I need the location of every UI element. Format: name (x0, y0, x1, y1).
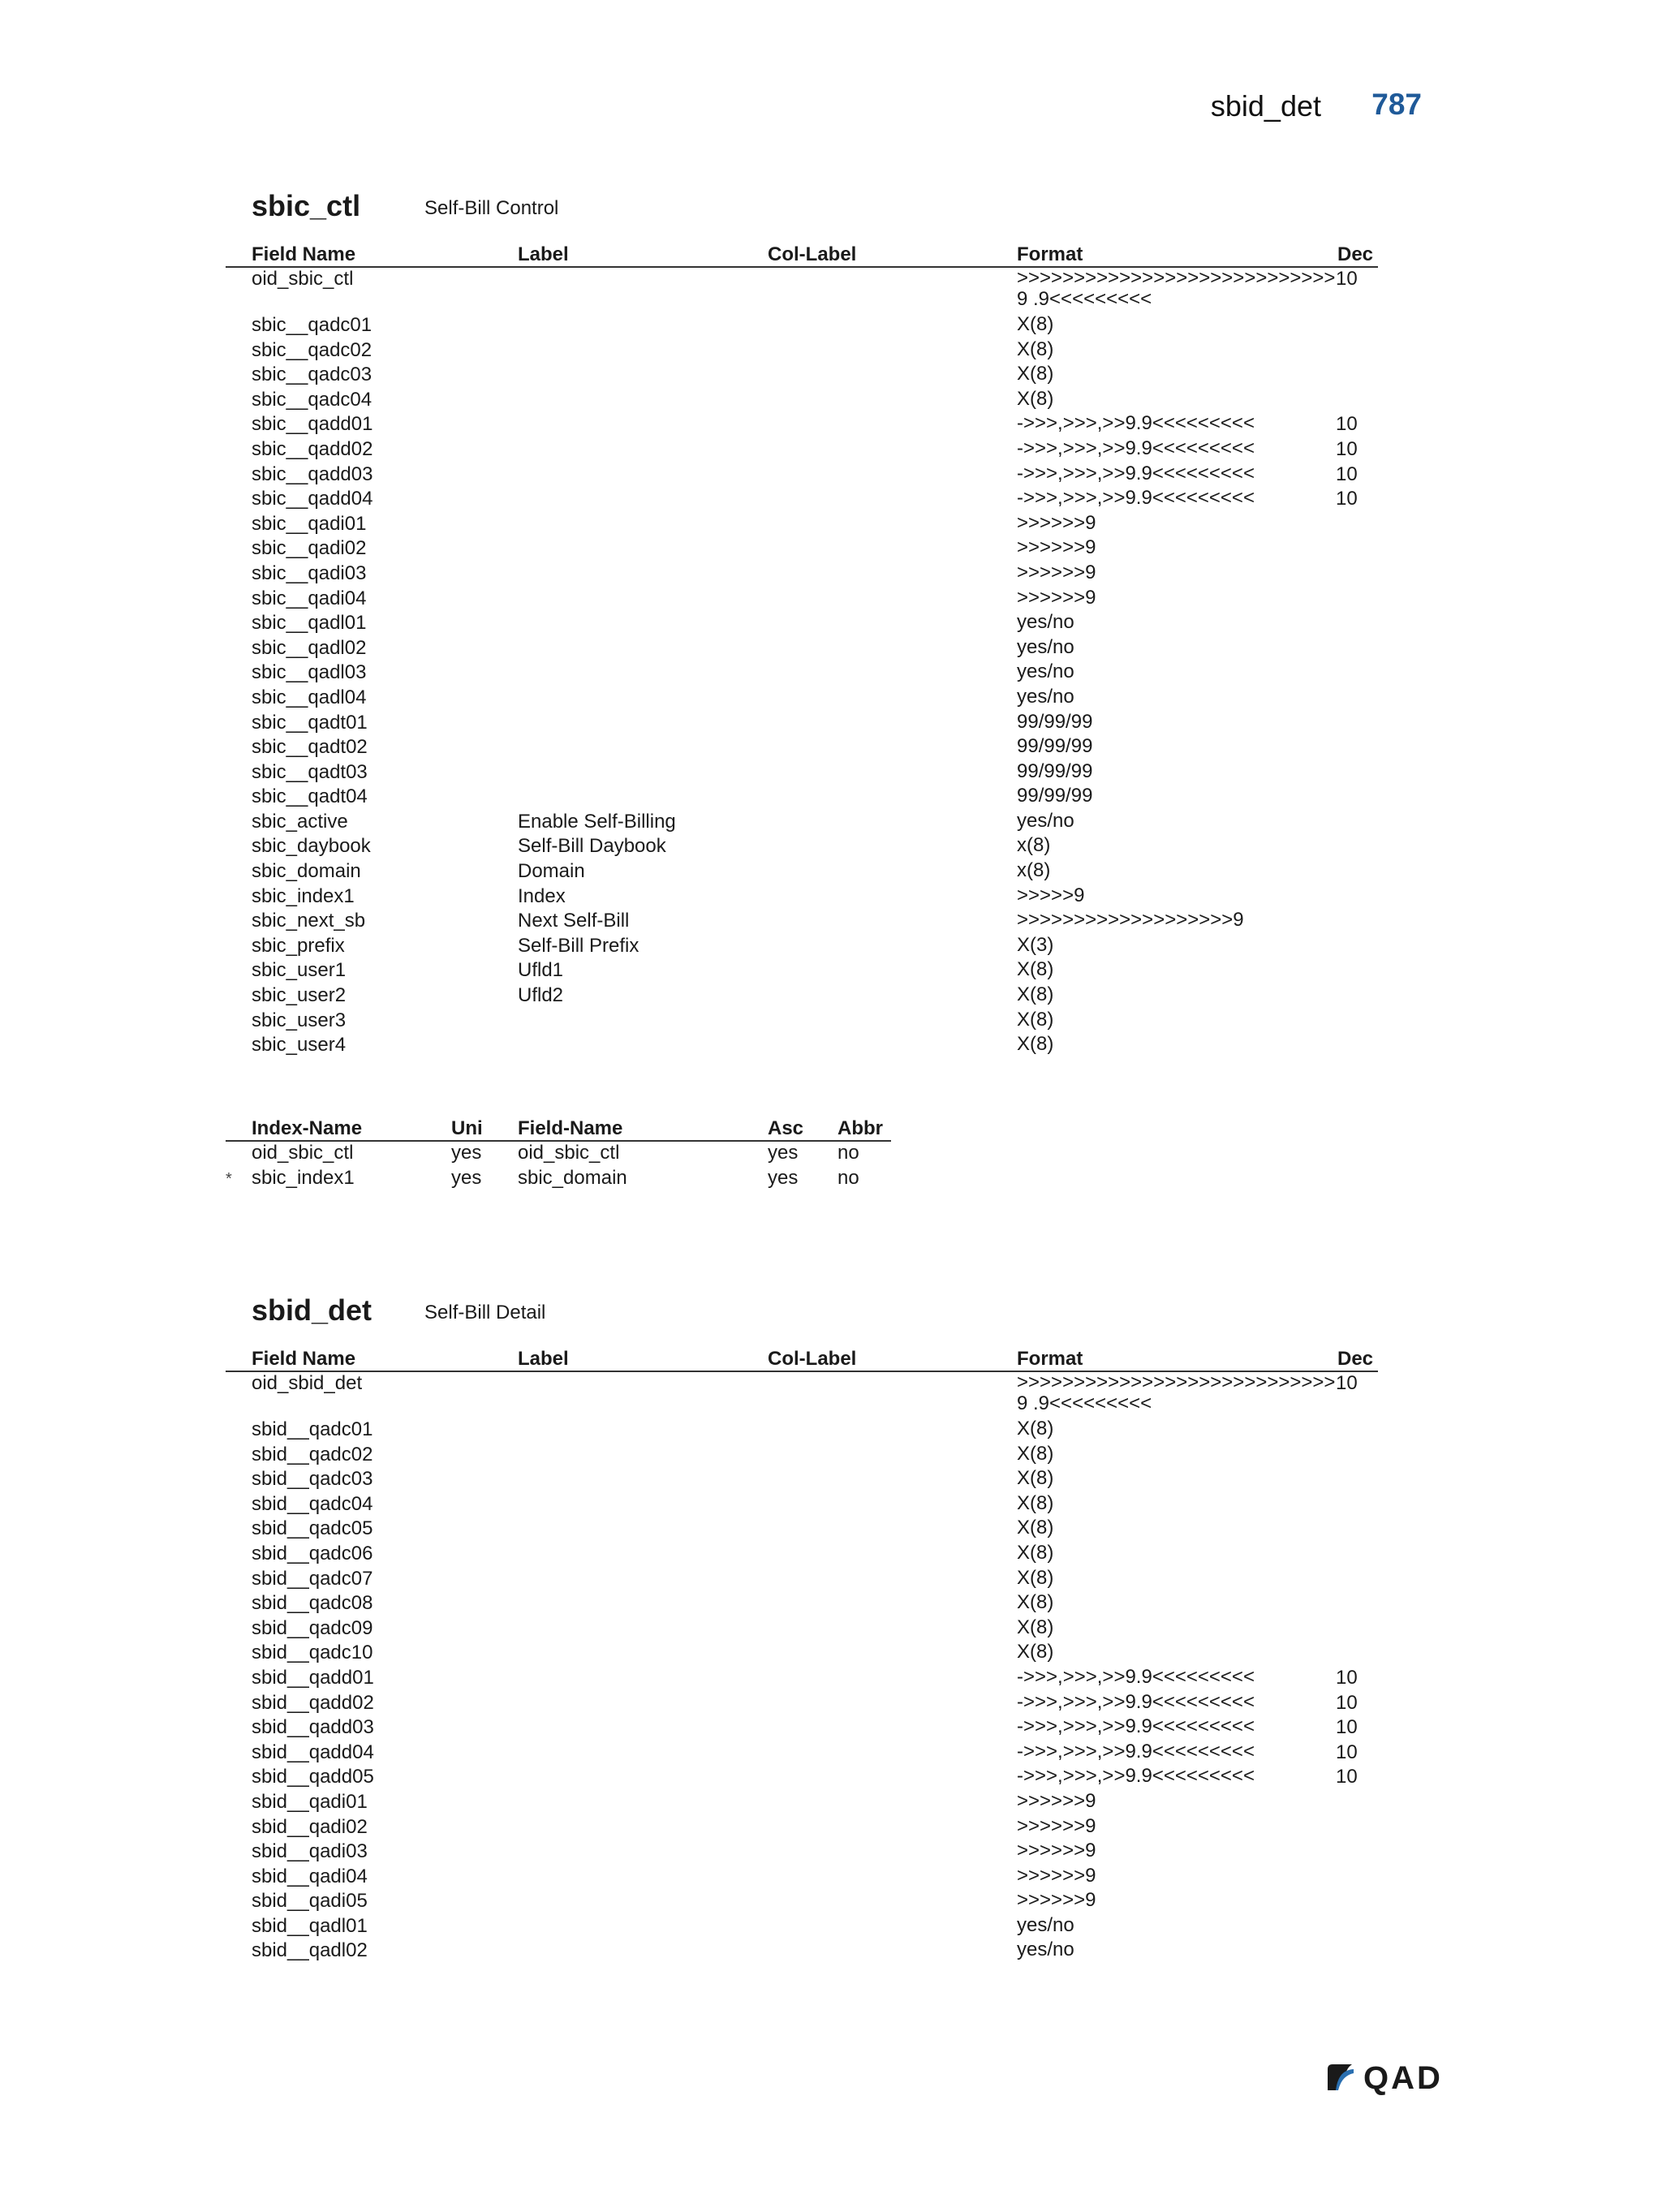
field-name-cell: sbic__qadt03 (252, 760, 368, 783)
format-cell: ->>>,>>>,>>9.9<<<<<<<<< (1017, 1690, 1255, 1713)
table-row (226, 959, 1378, 984)
format-cell: X(8) (1017, 1418, 1054, 1440)
table-row (226, 1692, 1378, 1717)
format-cell: >>>>>>9 (1017, 1889, 1096, 1912)
field-name-cell: sbic_prefix (252, 934, 345, 957)
format-cell: yes/no (1017, 635, 1074, 658)
field-table-header (226, 1346, 1378, 1372)
table-row (226, 1617, 1378, 1642)
dec-cell: 10 (1336, 413, 1358, 436)
field-name-cell: sbic__qadl04 (252, 686, 367, 708)
table-row (226, 1791, 1378, 1816)
dec-cell: 10 (1336, 1766, 1358, 1788)
running-header-title: sbid_det (1210, 89, 1321, 123)
table-row (226, 438, 1378, 463)
column-header-col-label: Col-Label (768, 243, 857, 265)
field-name-cell: sbid__qadd05 (252, 1766, 374, 1788)
format-cell: ->>>,>>>,>>9.9<<<<<<<<< (1017, 412, 1255, 435)
format-cell: 99/99/99 (1017, 735, 1093, 758)
table-row (226, 785, 1378, 811)
label-cell: Next Self-Bill (518, 910, 630, 932)
format-cell: X(8) (1017, 1008, 1054, 1031)
field-name-cell: sbic__qadd04 (252, 488, 373, 510)
field-name-cell: oid_sbic_ctl (518, 1142, 620, 1164)
running-header (1136, 89, 1422, 130)
table-row (226, 761, 1378, 786)
format-cell: >>>>>>9 (1017, 536, 1096, 559)
table-row (226, 268, 1378, 314)
label-cell: Ufld2 (518, 984, 564, 1007)
qad-logo-mark-icon (1324, 2061, 1357, 2094)
field-name-cell: sbic__qadi01 (252, 512, 367, 535)
format-cell: ->>>,>>>,>>9.9<<<<<<<<< (1017, 1740, 1255, 1762)
field-table (226, 242, 1378, 1059)
field-name-cell: sbid__qadd02 (252, 1691, 374, 1714)
field-name-cell: sbic_domain (518, 1166, 627, 1189)
field-name-cell: sbic_user4 (252, 1034, 347, 1057)
ascending-cell: yes (768, 1166, 799, 1189)
unique-cell: yes (451, 1166, 482, 1189)
dec-cell: 10 (1336, 1691, 1358, 1714)
table-row (226, 811, 1378, 836)
table-row (226, 885, 1378, 910)
table-row (226, 389, 1378, 414)
format-cell: ->>>,>>>,>>9.9<<<<<<<<< (1017, 437, 1255, 459)
table-row (226, 1142, 891, 1167)
format-cell: >>>>>>9 (1017, 561, 1096, 583)
field-name-cell: sbic_user2 (252, 984, 347, 1007)
format-cell: yes/no (1017, 685, 1074, 708)
table-row (226, 1890, 1378, 1915)
table-row (226, 413, 1378, 438)
field-name-cell: sbic__qadl02 (252, 636, 367, 659)
column-header-label: Label (518, 1348, 569, 1370)
column-header-abbr: Abbr (837, 1117, 883, 1139)
table-row (226, 860, 1378, 885)
table-row (226, 1517, 1378, 1543)
field-name-cell: sbic_user3 (252, 1009, 347, 1031)
format-cell: X(8) (1017, 387, 1054, 410)
format-cell: yes/no (1017, 809, 1074, 832)
format-cell: 99/99/99 (1017, 785, 1093, 807)
table-row (226, 314, 1378, 339)
field-name-cell: sbid__qadc09 (252, 1616, 373, 1639)
table-name: sbid_det (252, 1293, 372, 1327)
field-name-cell: oid_sbic_ctl (252, 268, 354, 290)
format-cell: ->>>,>>>,>>9.9<<<<<<<<< (1017, 1665, 1255, 1688)
field-name-cell: sbid__qadd01 (252, 1666, 374, 1689)
table-row (226, 712, 1378, 737)
label-cell: Self-Bill Prefix (518, 934, 639, 957)
field-name-cell: sbic__qadc02 (252, 338, 372, 361)
format-cell: X(8) (1017, 1591, 1054, 1614)
field-name-cell: sbic_user1 (252, 959, 347, 982)
field-name-cell: sbic__qadc01 (252, 314, 372, 336)
table-row (226, 1009, 1378, 1035)
field-name-cell: sbic__qadi02 (252, 537, 367, 560)
field-name-cell: sbid__qadi03 (252, 1840, 368, 1863)
field-name-cell: sbid__qadc04 (252, 1492, 373, 1515)
format-cell: X(8) (1017, 983, 1054, 1006)
column-header-col-label: Col-Label (768, 1348, 857, 1370)
table-row (226, 984, 1378, 1009)
field-name-cell: sbid__qadd03 (252, 1716, 374, 1739)
table-row (226, 513, 1378, 538)
format-cell: x(8) (1017, 859, 1051, 882)
format-cell: X(8) (1017, 1491, 1054, 1514)
table-row (226, 1493, 1378, 1518)
format-cell: X(8) (1017, 1442, 1054, 1465)
table-row (226, 935, 1378, 960)
field-name-cell: sbic__qadc04 (252, 388, 372, 411)
column-header-label: Label (518, 243, 569, 265)
index-table-body (226, 1142, 891, 1191)
table-description: Self-Bill Detail (424, 1302, 546, 1323)
field-name-cell: sbic__qadt04 (252, 785, 368, 808)
column-header-index-name: Index-Name (252, 1117, 363, 1139)
table-row (226, 612, 1378, 637)
field-name-cell: sbid__qadl02 (252, 1939, 368, 1962)
format-cell: >>>>>9 (1017, 884, 1085, 906)
field-name-cell: sbic__qadc03 (252, 364, 372, 386)
format-cell: ->>>,>>>,>>9.9<<<<<<<<< (1017, 1715, 1255, 1738)
format-cell: X(8) (1017, 1641, 1054, 1663)
column-header-field-name: Field-Name (518, 1117, 623, 1139)
format-cell: yes/no (1017, 1913, 1074, 1936)
field-name-cell: sbid__qadc05 (252, 1517, 373, 1540)
table-row (226, 587, 1378, 613)
field-name-cell: sbic__qadi03 (252, 562, 367, 584)
format-cell: ->>>,>>>,>>9.9<<<<<<<<< (1017, 1765, 1255, 1788)
column-header-dec: Dec (1337, 243, 1374, 265)
dec-cell: 10 (1336, 268, 1358, 290)
field-name-cell: sbic_domain (252, 860, 361, 883)
table-row (226, 463, 1378, 488)
table-row (226, 562, 1378, 587)
table-row (226, 835, 1378, 860)
table-row (226, 1915, 1378, 1940)
field-name-cell: sbid__qadi05 (252, 1890, 368, 1913)
field-name-cell: sbid__qadc06 (252, 1542, 373, 1564)
format-cell: >>>>>>>>>>>>>>>>>>>>>>>>>>>>9 .9<<<<<<<<< (1017, 267, 1336, 310)
column-header-format: Format (1017, 1348, 1083, 1370)
format-cell: >>>>>>9 (1017, 1864, 1096, 1887)
table-description: Self-Bill Control (424, 197, 559, 219)
field-table (226, 1346, 1378, 1965)
table-row (226, 1741, 1378, 1767)
table-row (226, 339, 1378, 364)
label-cell: Index (518, 884, 566, 907)
table-row (226, 1592, 1378, 1617)
format-cell: X(8) (1017, 1517, 1054, 1539)
table-row (226, 1816, 1378, 1841)
format-cell: X(3) (1017, 933, 1054, 956)
field-name-cell: sbid__qadc03 (252, 1468, 373, 1491)
format-cell: >>>>>>9 (1017, 511, 1096, 534)
format-cell: >>>>>>>>>>>>>>>>>>>>>>>>>>>>9 .9<<<<<<<<< (1017, 1371, 1336, 1414)
column-header-asc: Asc (768, 1117, 804, 1139)
field-name-cell: sbid__qadi04 (252, 1865, 368, 1887)
field-name-cell: sbic__qadl03 (252, 661, 367, 684)
dec-cell: 10 (1336, 1741, 1358, 1763)
field-name-cell: sbid__qadc02 (252, 1443, 373, 1465)
format-cell: ->>>,>>>,>>9.9<<<<<<<<< (1017, 462, 1255, 484)
qad-logo-text: QAD (1363, 2060, 1443, 2096)
field-name-cell: sbid__qadc07 (252, 1567, 373, 1590)
format-cell: >>>>>>>>>>>>>>>>>>>9 (1017, 909, 1244, 932)
dec-cell: 10 (1336, 1716, 1358, 1739)
format-cell: X(8) (1017, 1616, 1054, 1638)
primary-index-marker: * (226, 1169, 232, 1188)
field-table-body (226, 268, 1378, 1059)
column-header-field-name: Field Name (252, 243, 356, 265)
field-name-cell: sbid__qadc01 (252, 1418, 373, 1440)
table-row (226, 1034, 1378, 1059)
format-cell: >>>>>>9 (1017, 586, 1096, 609)
index-name-cell: sbic_index1 (252, 1166, 355, 1189)
abbreviated-cell: no (837, 1166, 859, 1189)
field-name-cell: sbic_next_sb (252, 910, 366, 932)
format-cell: ->>>,>>>,>>9.9<<<<<<<<< (1017, 487, 1255, 510)
field-name-cell: sbic__qadl01 (252, 612, 367, 635)
field-name-cell: sbic__qadt02 (252, 736, 368, 759)
table-row (226, 910, 1378, 935)
field-name-cell: sbic__qadd01 (252, 413, 373, 436)
field-name-cell: sbid__qadi01 (252, 1790, 368, 1813)
label-cell: Domain (518, 860, 585, 883)
dec-cell: 10 (1336, 463, 1358, 485)
field-name-cell: sbic_active (252, 810, 348, 833)
page-number: 787 (1371, 88, 1422, 121)
table-row (226, 1667, 1378, 1692)
abbreviated-cell: no (837, 1142, 859, 1164)
index-table (226, 1116, 891, 1191)
qad-logo (1324, 2058, 1454, 2102)
table-row (226, 1766, 1378, 1791)
format-cell: >>>>>>9 (1017, 1814, 1096, 1837)
table-row (226, 537, 1378, 562)
field-name-cell: oid_sbid_det (252, 1372, 363, 1394)
ascending-cell: yes (768, 1142, 799, 1164)
field-name-cell: sbic__qadi04 (252, 587, 367, 609)
column-header-format: Format (1017, 243, 1083, 265)
field-name-cell: sbid__qadl01 (252, 1914, 368, 1937)
format-cell: X(8) (1017, 1467, 1054, 1490)
field-name-cell: sbic__qadt01 (252, 711, 368, 734)
table-row (226, 1418, 1378, 1444)
format-cell: >>>>>>9 (1017, 1840, 1096, 1862)
format-cell: X(8) (1017, 363, 1054, 385)
field-table-header (226, 242, 1378, 268)
table-row (226, 488, 1378, 513)
table-row (226, 1372, 1378, 1418)
dec-cell: 10 (1336, 437, 1358, 460)
column-header-field-name: Field Name (252, 1348, 356, 1370)
format-cell: yes/no (1017, 1939, 1074, 1961)
table-row (226, 1167, 891, 1192)
table-row (226, 686, 1378, 712)
table-row (226, 1840, 1378, 1866)
format-cell: X(8) (1017, 1566, 1054, 1589)
field-table-body (226, 1372, 1378, 1965)
table-row (226, 364, 1378, 389)
format-cell: >>>>>>9 (1017, 1789, 1096, 1812)
table-row (226, 736, 1378, 761)
table-row (226, 1568, 1378, 1593)
format-cell: yes/no (1017, 661, 1074, 683)
label-cell: Ufld1 (518, 959, 564, 982)
format-cell: X(8) (1017, 1033, 1054, 1056)
format-cell: yes/no (1017, 611, 1074, 634)
field-name-cell: sbid__qadi02 (252, 1815, 368, 1838)
field-name-cell: sbic_daybook (252, 835, 371, 858)
format-cell: 99/99/99 (1017, 760, 1093, 782)
table-name: sbic_ctl (252, 189, 361, 222)
field-name-cell: sbic__qadd02 (252, 437, 373, 460)
column-header-uni: Uni (451, 1117, 483, 1139)
field-name-cell: sbid__qadd04 (252, 1741, 374, 1763)
format-cell: X(8) (1017, 958, 1054, 981)
table-row (226, 1939, 1378, 1965)
unique-cell: yes (451, 1142, 482, 1164)
dec-cell: 10 (1336, 1666, 1358, 1689)
column-header-dec: Dec (1337, 1348, 1374, 1370)
dec-cell: 10 (1336, 1372, 1358, 1394)
table-row (226, 1468, 1378, 1493)
table-row (226, 1642, 1378, 1667)
format-cell: 99/99/99 (1017, 710, 1093, 733)
index-table-header (226, 1116, 891, 1142)
field-name-cell: sbic__qadd03 (252, 463, 373, 485)
table-row (226, 1866, 1378, 1891)
table-row (226, 1716, 1378, 1741)
table-row (226, 1543, 1378, 1568)
format-cell: X(8) (1017, 313, 1054, 335)
format-cell: X(8) (1017, 1541, 1054, 1564)
field-name-cell: sbic_index1 (252, 884, 355, 907)
table-row (226, 637, 1378, 662)
table-row (226, 661, 1378, 686)
dec-cell: 10 (1336, 488, 1358, 510)
label-cell: Self-Bill Daybook (518, 835, 666, 858)
field-name-cell: sbid__qadc08 (252, 1592, 373, 1615)
table-row (226, 1444, 1378, 1469)
index-name-cell: oid_sbic_ctl (252, 1142, 354, 1164)
format-cell: X(8) (1017, 338, 1054, 360)
label-cell: Enable Self-Billing (518, 810, 676, 833)
format-cell: x(8) (1017, 834, 1051, 857)
field-name-cell: sbid__qadc10 (252, 1642, 373, 1664)
